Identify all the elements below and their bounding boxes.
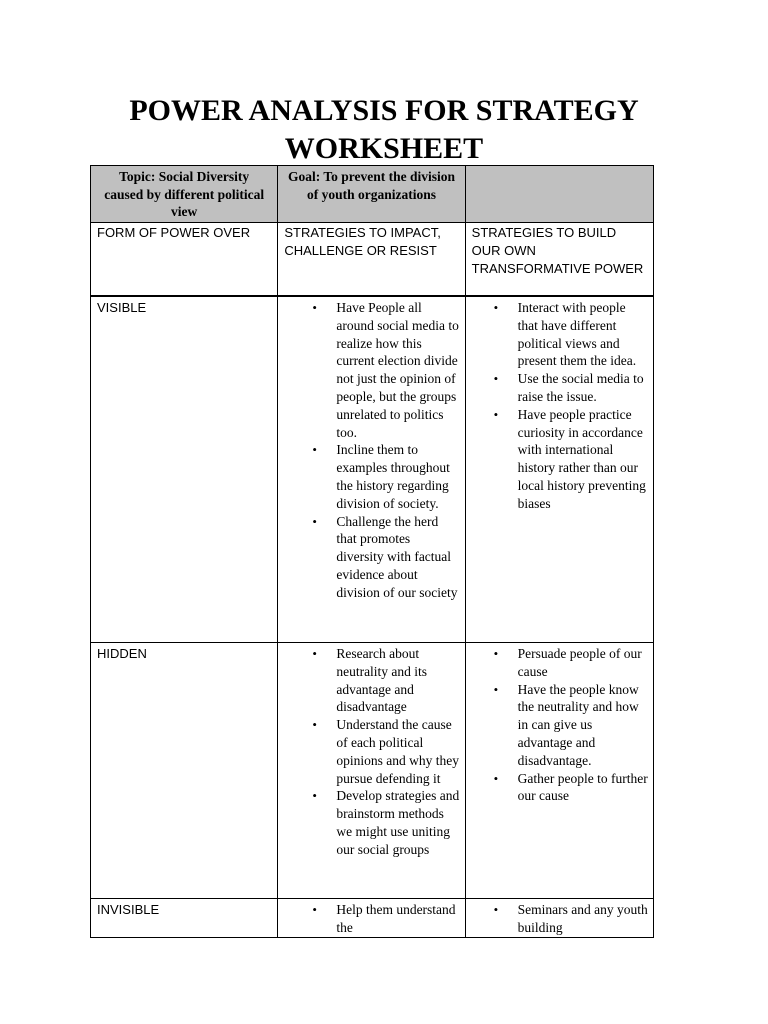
- impact-cell: [278, 296, 465, 643]
- bullet-icon: •: [493, 902, 499, 917]
- table-row-visible: [91, 296, 654, 643]
- bullet-icon: •: [312, 300, 317, 315]
- bullet-icon: •: [312, 442, 317, 458]
- build-list: [493, 645, 649, 805]
- impact-list: [312, 901, 460, 937]
- bullet-icon: •: [312, 902, 317, 917]
- header-topic: Topic: Social Diversity caused by different political view: [91, 166, 278, 223]
- bullet-icon: •: [493, 371, 499, 387]
- impact-cell: [278, 643, 465, 899]
- header-empty: [465, 166, 653, 223]
- worksheet-table: [90, 165, 654, 938]
- table-row-hidden: [91, 643, 654, 899]
- header-goal: Goal: To prevent the division of youth organizations: [278, 166, 465, 223]
- bullet-icon: •: [493, 406, 499, 422]
- list-item: • Seminars and any youth building: [493, 902, 648, 935]
- bullet-icon: •: [493, 300, 499, 315]
- subheader-form-of-power: FORM OF POWER OVER: [91, 223, 278, 297]
- list-item: • Persuade people of our cause: [493, 646, 642, 679]
- list-item: • Help them understand the: [312, 902, 456, 935]
- bullet-icon: •: [312, 788, 317, 804]
- list-item: • Develop strategies and brainstorm methods we might use uniting our social groups: [312, 788, 460, 857]
- list-item: • Challenge the herd that promotes diversity with factual evidence about division of our society: [312, 513, 458, 600]
- row-label: INVISIBLE: [91, 899, 278, 938]
- build-list: [493, 901, 649, 937]
- bullet-icon: •: [493, 681, 499, 697]
- bullet-icon: •: [312, 513, 317, 529]
- row-label: HIDDEN: [91, 643, 278, 899]
- row-label: VISIBLE: [91, 296, 278, 643]
- subheader-build-strategies: STRATEGIES TO BUILD OUR OWN TRANSFORMATIVE POWER: [465, 223, 653, 297]
- build-cell: [465, 643, 653, 899]
- bullet-icon: •: [493, 770, 499, 786]
- table-row-invisible: [91, 899, 654, 938]
- impact-list: [312, 645, 460, 859]
- subheader-impact-strategies: STRATEGIES TO IMPACT, CHALLENGE OR RESIST: [278, 223, 465, 297]
- page-title: [0, 92, 768, 168]
- subheader-row: [91, 223, 654, 297]
- list-item: • Have People all around social media to realize how this current election divide not just the opinion of people, but the groups unrelated to politics too.: [312, 300, 459, 440]
- list-item: • Understand the cause of each political opinions and why they pursue defending it: [312, 717, 459, 786]
- bullet-icon: •: [312, 646, 317, 661]
- list-item: • Incline them to examples throughout the history regarding division of society.: [312, 442, 450, 511]
- header-row: [91, 166, 654, 223]
- list-item: • Have the people know the neutrality and how in can give us advantage and disadvantage.: [493, 681, 639, 768]
- list-item: • Have people practice curiosity in accordance with international history rather than our local history preventing biases: [493, 406, 646, 511]
- list-item: • Use the social media to raise the issue.: [493, 371, 644, 404]
- build-cell: [465, 899, 653, 938]
- list-item: • Research about neutrality and its advantage and disadvantage: [312, 646, 428, 715]
- list-item: • Interact with people that have different political views and present them the idea.: [493, 300, 637, 369]
- build-list: [493, 299, 649, 513]
- build-cell: [465, 296, 653, 643]
- title-line-1: POWER ANALYSIS FOR STRATEGY: [129, 94, 639, 127]
- impact-list: [312, 299, 460, 602]
- title-line-2: WORKSHEET: [284, 132, 484, 165]
- list-item: • Gather people to further our cause: [493, 770, 648, 804]
- impact-cell: [278, 899, 465, 938]
- bullet-icon: •: [493, 646, 499, 661]
- bullet-icon: •: [312, 717, 317, 733]
